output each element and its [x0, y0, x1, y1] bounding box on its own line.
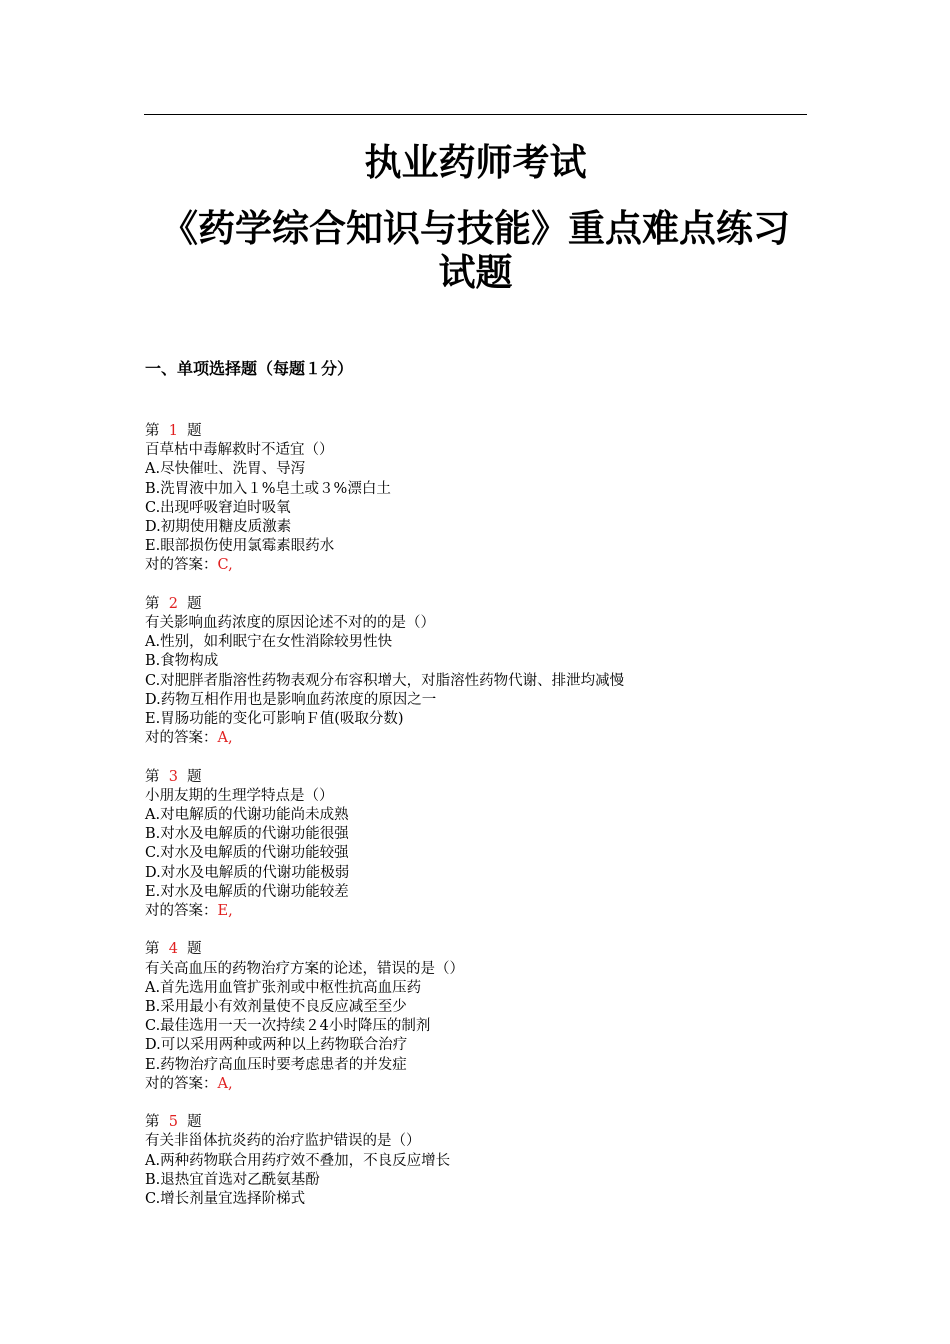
option-d: D.可以采用两种或两种以上药物联合治疗 [145, 1037, 408, 1054]
question-number: 4 [168, 941, 178, 958]
question-5 [145, 1113, 805, 1209]
answer-label: 对的答案： [145, 730, 218, 747]
question-prefix: 第 [145, 423, 160, 439]
question-prefix: 第 [145, 941, 160, 958]
question-header [145, 768, 805, 787]
option-c: C.对水及电解质的代谢功能较强 [145, 845, 349, 862]
question-stem: 小朋友期的生理学特点是（） [145, 787, 334, 804]
option-a: A.两种药物联合用药疗效不叠加，不良反应增长 [145, 1152, 451, 1169]
option-e: E.胃肠功能的变化可影响Ｆ值(吸取分数) [145, 711, 404, 728]
option-e: E.对水及电解质的代谢功能较差 [145, 883, 349, 900]
question-number: 1 [168, 423, 178, 439]
question-stem: 有关高血压的药物治疗方案的论述，错误的是（） [145, 960, 464, 977]
question-number: 5 [168, 1114, 178, 1131]
question-prefix: 第 [145, 768, 160, 785]
question-header [145, 940, 805, 959]
question-header [145, 1113, 805, 1132]
question-4 [145, 940, 805, 1094]
title-line-1: 执业药师考试 [364, 141, 587, 184]
option-b: B.采用最小有效剂量使不良反应减至至少 [145, 999, 407, 1016]
option-a: A.首先选用血管扩张剂或中枢性抗高血压药 [145, 979, 422, 996]
option-d: D.初期使用糖皮质激素 [145, 519, 292, 536]
answer-line [145, 1075, 805, 1094]
answer-label: 对的答案： [145, 903, 218, 920]
question-list [145, 422, 805, 1228]
option-b: B.食物构成 [145, 653, 219, 670]
question-suffix: 题 [187, 768, 202, 785]
header-rule [144, 114, 807, 115]
question-suffix: 题 [187, 423, 202, 439]
option-e: E.药物治疗高血压时要考虑患者的并发症 [145, 1056, 407, 1073]
option-d: D.对水及电解质的代谢功能极弱 [145, 864, 350, 881]
question-number: 3 [168, 768, 178, 785]
question-number: 2 [168, 595, 178, 612]
answer-value: A, [217, 730, 233, 747]
answer-line [145, 902, 805, 921]
option-c: C.最佳选用一天一次持续２4小时降压的制剂 [145, 1018, 431, 1035]
question-header [145, 422, 805, 441]
answer-line [145, 556, 805, 575]
question-stem: 有关影响血药浓度的原因论述不对的的是（） [145, 615, 435, 632]
question-stem: 有关非甾体抗炎药的治疗监护错误的是（） [145, 1133, 421, 1150]
question-suffix: 题 [187, 941, 202, 958]
question-suffix: 题 [187, 1114, 202, 1131]
answer-value: A, [217, 1075, 233, 1092]
option-e: E.眼部损伤使用氯霉素眼药水 [145, 538, 335, 555]
question-prefix: 第 [145, 1114, 160, 1131]
question-header [145, 595, 805, 614]
question-2 [145, 595, 805, 749]
option-b: B.对水及电解质的代谢功能很强 [145, 826, 349, 843]
question-suffix: 题 [187, 595, 202, 612]
option-c: C.增长剂量宜选择阶梯式 [145, 1191, 306, 1208]
answer-label: 对的答案： [145, 557, 218, 574]
option-a: A.性别，如利眠宁在女性消除较男性快 [145, 634, 393, 651]
answer-value: C, [217, 557, 233, 574]
question-stem: 百草枯中毒解救时不适宜（） [145, 442, 334, 459]
section-heading: 一、单项选择题（每题１分） [145, 359, 354, 378]
option-c: C.出现呼吸窘迫时吸氧 [145, 499, 291, 516]
option-d: D.药物互相作用也是影响血药浓度的原因之一 [145, 691, 437, 708]
answer-label: 对的答案： [145, 1075, 218, 1092]
option-a: A.尽快催吐、洗胃、导泻 [145, 461, 306, 478]
option-a: A.对电解质的代谢功能尚未成熟 [145, 807, 349, 824]
title-line-2: 《药学综合知识与技能》重点难点练习试题 [161, 207, 790, 294]
option-c: C.对肥胖者脂溶性药物表观分布容积增大，对脂溶性药物代谢、排泄均减慢 [145, 672, 625, 689]
question-3 [145, 768, 805, 922]
answer-line [145, 729, 805, 748]
answer-value: E, [217, 903, 233, 920]
option-b: B.退热宜首选对乙酰氨基酚 [145, 1171, 320, 1188]
option-b: B.洗胃液中加入１%皂土或３%漂白土 [145, 480, 391, 497]
question-1 [145, 422, 805, 576]
question-prefix: 第 [145, 595, 160, 612]
